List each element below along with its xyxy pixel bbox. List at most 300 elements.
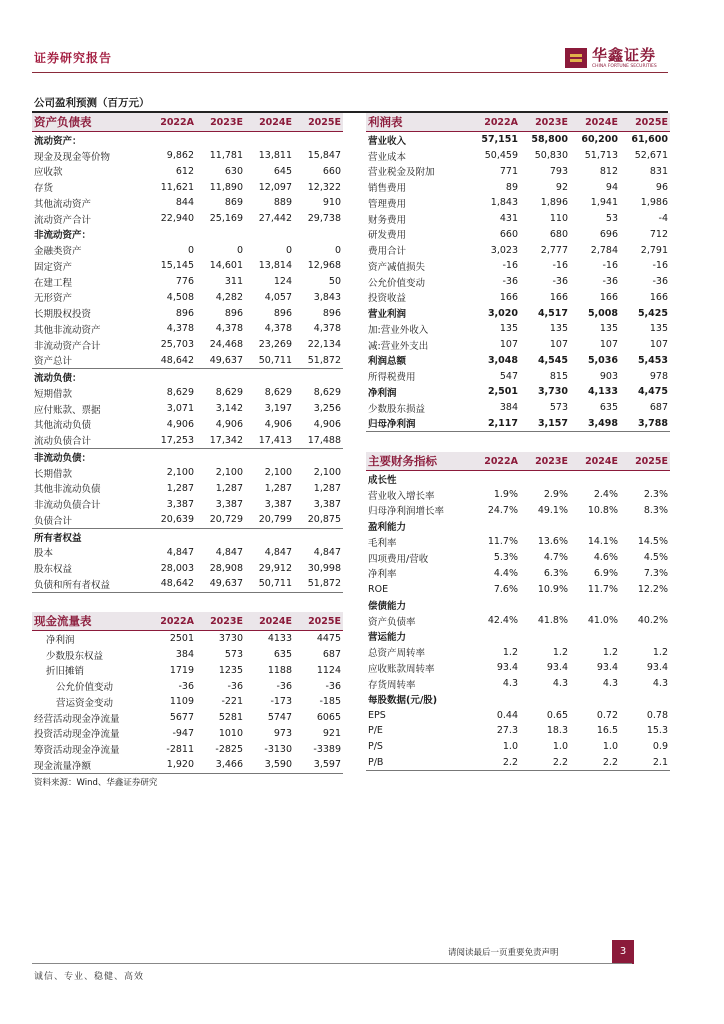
row-value: 0.78 [646, 709, 668, 721]
row-value: 22,134 [307, 339, 341, 351]
row-value: 7.3% [643, 567, 668, 579]
row-value: 166 [599, 291, 618, 303]
row-value: 4,133 [587, 386, 618, 398]
row-value: 50,830 [534, 150, 568, 162]
table-row [366, 321, 670, 337]
row-value: 1,287 [313, 482, 341, 494]
page-number: 3 [612, 940, 634, 964]
row-value [620, 597, 670, 613]
row-value [570, 518, 620, 534]
row-value: 6.3% [543, 567, 568, 579]
table-row [32, 353, 343, 369]
row-value: 53 [605, 213, 618, 225]
row-value: 28,908 [209, 562, 243, 574]
row-value: 831 [649, 165, 668, 177]
row-label: P/S [368, 741, 383, 753]
row-value: 29,738 [307, 213, 341, 225]
row-value: 4.3 [552, 678, 568, 690]
table-row [32, 132, 343, 148]
row-value [520, 597, 570, 613]
row-value: 93.4 [546, 662, 568, 674]
row-value: 3,020 [487, 307, 518, 319]
row-value: 0.65 [546, 709, 568, 721]
year-header: 2025E [620, 113, 670, 132]
row-value: 3,023 [490, 244, 518, 256]
row-value [570, 597, 620, 613]
row-value: 0 [236, 244, 243, 256]
row-value: 4,508 [166, 291, 194, 303]
row-value: 4,057 [264, 291, 292, 303]
row-label: 负债和所有者权益 [32, 576, 147, 592]
row-value: 4,906 [166, 418, 194, 430]
row-value: 2.3% [643, 489, 668, 501]
row-label: 成长性 [368, 474, 397, 486]
table-row [32, 449, 343, 465]
row-label: 所得税费用 [368, 372, 416, 384]
row-value: 3,498 [570, 416, 620, 432]
row-value: 27.3 [496, 725, 518, 737]
row-label: 销售费用 [368, 183, 407, 195]
key-indicators-table [366, 452, 670, 771]
logo-chinese-name: 华鑫证券 [592, 46, 657, 64]
row-value: -173 [270, 696, 292, 708]
row-value [294, 227, 343, 243]
row-value: 20,799 [258, 514, 292, 526]
year-header: 2024E [570, 113, 620, 132]
row-value: 4475 [316, 633, 341, 645]
row-value: 3730 [218, 633, 243, 645]
cash-flow-title: 现金流量表 [32, 612, 147, 631]
table-row [366, 613, 670, 629]
row-value [470, 597, 520, 613]
row-label: 偿债能力 [368, 600, 407, 612]
year-header: 2022A [147, 612, 196, 631]
row-value: 0.72 [596, 709, 618, 721]
row-value: 15,145 [160, 260, 194, 272]
table-row [32, 242, 343, 258]
table-row [366, 534, 670, 550]
row-value: 93.4 [646, 662, 668, 674]
year-header: 2023E [520, 452, 570, 471]
row-label: 短期借款 [34, 388, 73, 400]
row-value: 4,847 [264, 546, 292, 558]
row-value: 2,777 [540, 244, 568, 256]
row-label: 其他非流动资产 [34, 324, 101, 336]
row-value [245, 449, 294, 465]
row-value: 51,872 [294, 576, 343, 592]
row-value: 5.3% [493, 552, 518, 564]
row-label: 存货周转率 [368, 679, 416, 691]
row-value: 92 [555, 181, 568, 193]
row-value: 49,637 [196, 576, 245, 592]
row-value: 135 [649, 323, 668, 335]
table-row [32, 417, 343, 433]
row-value: 51,713 [584, 150, 618, 162]
row-value: 4,378 [166, 323, 194, 335]
table-row [32, 385, 343, 401]
row-value [570, 471, 620, 487]
row-value: 1188 [267, 664, 292, 676]
key-indicators-panel [366, 452, 670, 771]
row-value: 48,642 [160, 354, 194, 366]
row-value: 1124 [316, 664, 341, 676]
row-value: 52,671 [634, 150, 668, 162]
row-value: 6.9% [593, 567, 618, 579]
row-value: 4.3 [602, 678, 618, 690]
row-value: 2,501 [487, 386, 518, 398]
row-value: 696 [599, 228, 618, 240]
row-value: 4.3 [502, 678, 518, 690]
row-value: 2,784 [590, 244, 618, 256]
row-value: 1.2 [552, 646, 568, 658]
row-value: 869 [224, 197, 243, 209]
row-value: 14.1% [587, 536, 618, 548]
row-label: 流动资产： [34, 135, 82, 147]
row-value: 896 [224, 307, 243, 319]
row-value: 1,920 [147, 757, 196, 773]
row-value: 94 [605, 181, 618, 193]
row-value: 4,517 [537, 307, 568, 319]
row-value: 8,629 [264, 387, 292, 399]
row-label: 每股数据(元/股) [368, 695, 438, 707]
row-value: 27,442 [258, 213, 292, 225]
year-header: 2024E [245, 113, 294, 132]
row-value: 135 [499, 323, 518, 335]
footer-divider [32, 963, 632, 964]
row-label: 负债合计 [34, 515, 73, 527]
year-header: 2023E [196, 612, 245, 631]
table-row [32, 647, 343, 663]
row-value: 2.2 [520, 755, 570, 771]
row-value: 1,287 [215, 482, 243, 494]
table-row [32, 164, 343, 180]
table-row [32, 401, 343, 417]
row-label: 所有者权益 [32, 528, 147, 544]
row-value: 42.4% [487, 615, 518, 627]
row-label: 流动资产合计 [34, 214, 92, 226]
row-value: 5,036 [587, 354, 618, 366]
row-value: -16 [552, 260, 568, 272]
table-row [32, 528, 343, 544]
row-label: 其他流动负债 [34, 420, 92, 432]
row-value: 635 [599, 402, 618, 414]
row-value [520, 471, 570, 487]
row-value: 311 [224, 276, 243, 288]
row-label: 存货 [34, 183, 54, 195]
row-value: 3,466 [196, 757, 245, 773]
row-value: 93.4 [496, 662, 518, 674]
year-header: 2022A [470, 452, 520, 471]
row-value: 812 [599, 165, 618, 177]
row-value: 11,890 [209, 181, 243, 193]
row-label: 营业税金及附加 [368, 167, 435, 179]
row-value: 166 [499, 291, 518, 303]
row-value: 89 [505, 181, 518, 193]
table-row [366, 471, 670, 487]
row-value: 5,425 [637, 307, 668, 319]
row-label: 资产负债率 [368, 616, 416, 628]
table-row [366, 353, 670, 369]
row-value [620, 471, 670, 487]
table-row [32, 710, 343, 726]
row-value: 3,597 [294, 757, 343, 773]
row-value [570, 692, 620, 708]
row-value: -36 [552, 276, 568, 288]
row-value: 3,387 [215, 498, 243, 510]
row-value: 3,387 [264, 498, 292, 510]
row-value [570, 629, 620, 645]
row-value: 58,800 [531, 134, 568, 146]
row-label: 四项费用/营收 [368, 553, 429, 565]
table-row [32, 179, 343, 195]
row-value: 25,703 [160, 339, 194, 351]
row-value: 1.0 [552, 741, 568, 753]
row-value: 5677 [169, 712, 194, 724]
row-value [196, 227, 245, 243]
row-label: 少数股东损益 [368, 403, 426, 415]
row-value: 57,151 [481, 134, 518, 146]
row-value: 3,387 [313, 498, 341, 510]
row-value: 12.2% [637, 583, 668, 595]
row-value: 3,197 [264, 403, 292, 415]
row-label: 其他非流动负债 [34, 484, 101, 496]
report-header-title: 证券研究报告 [34, 51, 113, 65]
table-row [32, 631, 343, 647]
row-value: 23,269 [258, 339, 292, 351]
row-value [470, 692, 520, 708]
row-value [196, 528, 245, 544]
row-label: 投资收益 [368, 293, 407, 305]
row-value: 4,847 [313, 546, 341, 558]
row-value: 107 [549, 339, 568, 351]
table-row [366, 227, 670, 243]
table-row [366, 487, 670, 503]
row-value [620, 692, 670, 708]
row-value: 3,142 [215, 403, 243, 415]
table-row [366, 400, 670, 416]
row-value: 93.4 [596, 662, 618, 674]
table-row [366, 384, 670, 400]
row-value: 7.6% [493, 583, 518, 595]
row-value: 1,843 [490, 197, 518, 209]
row-label: 经营活动现金净流量 [34, 713, 120, 725]
table-row [32, 195, 343, 211]
row-value: 12,097 [258, 181, 292, 193]
row-value: 49,637 [209, 354, 243, 366]
row-value: -36 [325, 680, 341, 692]
row-value [147, 227, 196, 243]
row-value: 135 [549, 323, 568, 335]
row-value: 4,906 [313, 418, 341, 430]
row-label: 长期股权投资 [34, 309, 92, 321]
row-label: 资产总计 [34, 356, 73, 368]
row-label: 归母净利润增长率 [368, 506, 445, 518]
row-value: 4,906 [264, 418, 292, 430]
row-value: -3389 [313, 743, 341, 755]
income-statement-panel [366, 113, 670, 432]
row-label: 净利润 [368, 387, 397, 399]
row-value: 11,781 [209, 150, 243, 162]
row-value: 573 [224, 649, 243, 661]
row-value: 50,711 [245, 576, 294, 592]
row-value: 687 [322, 649, 341, 661]
row-label: 减:营业外支出 [368, 340, 429, 352]
row-value [147, 132, 196, 148]
row-value: 12,968 [307, 260, 341, 272]
table-row [32, 560, 343, 576]
table-row [366, 274, 670, 290]
row-label: 少数股东权益 [46, 650, 104, 662]
table-row [32, 148, 343, 164]
table-row [32, 741, 343, 757]
table-row [32, 694, 343, 710]
row-value: 0.9 [652, 741, 668, 753]
row-value: 50 [328, 276, 341, 288]
table-row [366, 368, 670, 384]
year-header: 2023E [196, 113, 245, 132]
row-value: 4,475 [637, 386, 668, 398]
row-label: 营业成本 [368, 151, 407, 163]
row-value: 17,342 [209, 434, 243, 446]
row-label: 营运能力 [368, 632, 407, 644]
row-value: 13,811 [258, 150, 292, 162]
row-value: 40.2% [637, 615, 668, 627]
row-value: 660 [322, 165, 341, 177]
row-label: 流动负债合计 [34, 436, 92, 448]
row-label: 归母净利润 [366, 416, 470, 432]
row-value: 4.7% [543, 552, 568, 564]
row-label: 非流动负债合计 [34, 500, 101, 512]
row-value: 1,941 [590, 197, 618, 209]
row-value: 384 [499, 402, 518, 414]
key-indicators-header-row [366, 452, 670, 471]
income-statement-table [366, 113, 670, 432]
row-value: 166 [549, 291, 568, 303]
row-label: 投资活动现金净流量 [34, 729, 120, 741]
row-value: 22,940 [160, 213, 194, 225]
row-value [470, 518, 520, 534]
row-label: 非流动资产： [34, 230, 92, 242]
row-value: 612 [175, 165, 194, 177]
row-value: 8,629 [215, 387, 243, 399]
row-label: 盈利能力 [368, 522, 407, 534]
row-label: 其他流动资产 [34, 198, 92, 210]
row-value: 5,008 [587, 307, 618, 319]
company-logo [565, 46, 685, 74]
row-value: 4,378 [264, 323, 292, 335]
row-label: 净利润 [46, 634, 75, 646]
row-value: 60,200 [581, 134, 618, 146]
row-value [520, 692, 570, 708]
header-divider [32, 72, 668, 73]
row-value: 547 [499, 370, 518, 382]
row-value: -36 [602, 276, 618, 288]
year-header: 2023E [520, 113, 570, 132]
table-row [366, 566, 670, 582]
row-label: 财务费用 [368, 214, 407, 226]
row-value: 1.0 [502, 741, 518, 753]
row-value: 2,100 [166, 467, 194, 479]
row-label: 总资产周转率 [368, 648, 426, 660]
table-row [366, 211, 670, 227]
row-value: 2.2 [470, 755, 520, 771]
row-value: 41.0% [587, 615, 618, 627]
row-value: 384 [175, 649, 194, 661]
row-label: 营业利润 [368, 309, 407, 321]
row-value: 712 [649, 228, 668, 240]
row-value: 20,729 [209, 514, 243, 526]
table-row [32, 512, 343, 528]
row-value: 4133 [267, 633, 292, 645]
row-value: 28,003 [160, 562, 194, 574]
row-value: 20,875 [307, 514, 341, 526]
row-value: 13.6% [537, 536, 568, 548]
row-value: 11.7% [587, 583, 618, 595]
row-value: -16 [502, 260, 518, 272]
table-row [32, 258, 343, 274]
row-value: 5747 [267, 712, 292, 724]
row-value: 3,788 [620, 416, 670, 432]
table-row [366, 132, 670, 148]
row-value: 10.9% [537, 583, 568, 595]
row-value: 2,100 [313, 467, 341, 479]
table-row [32, 321, 343, 337]
table-row [32, 545, 343, 561]
table-row [32, 369, 343, 385]
table-row [366, 195, 670, 211]
row-value: 107 [499, 339, 518, 351]
row-value: 16.5 [596, 725, 618, 737]
row-value: 896 [175, 307, 194, 319]
year-header: 2022A [470, 113, 520, 132]
row-value [620, 629, 670, 645]
table-row [366, 707, 670, 723]
row-value: 11.7% [487, 536, 518, 548]
table-row [32, 337, 343, 353]
row-label: EPS [368, 709, 386, 721]
row-value: 96 [655, 181, 668, 193]
row-value: 2.4% [593, 489, 618, 501]
row-value [520, 629, 570, 645]
row-value: 41.8% [537, 615, 568, 627]
row-label: 应收款 [34, 167, 63, 179]
row-value: 793 [549, 165, 568, 177]
table-row [32, 757, 343, 773]
source-note: 资料来源：Wind、华鑫证券研究 [34, 778, 158, 788]
table-row [366, 337, 670, 353]
row-value: 1,287 [166, 482, 194, 494]
row-label: 净利率 [368, 569, 397, 581]
row-value: 660 [499, 228, 518, 240]
row-value [196, 449, 245, 465]
row-value: 0 [187, 244, 194, 256]
row-value: 4,847 [215, 546, 243, 558]
row-label: 营运资金变动 [56, 697, 114, 709]
row-label: ROE [368, 583, 389, 595]
row-value: 1.2 [602, 646, 618, 658]
table-row [366, 644, 670, 660]
row-value: 2.2 [570, 755, 620, 771]
row-value: 15.3 [646, 725, 668, 737]
table-row [32, 678, 343, 694]
row-label: 毛利率 [368, 537, 397, 549]
row-label: 在建工程 [34, 277, 73, 289]
table-row [366, 755, 670, 771]
year-header: 2025E [294, 113, 343, 132]
balance-sheet-panel [32, 113, 343, 593]
row-value: 2501 [169, 633, 194, 645]
row-value: 14.5% [637, 536, 668, 548]
